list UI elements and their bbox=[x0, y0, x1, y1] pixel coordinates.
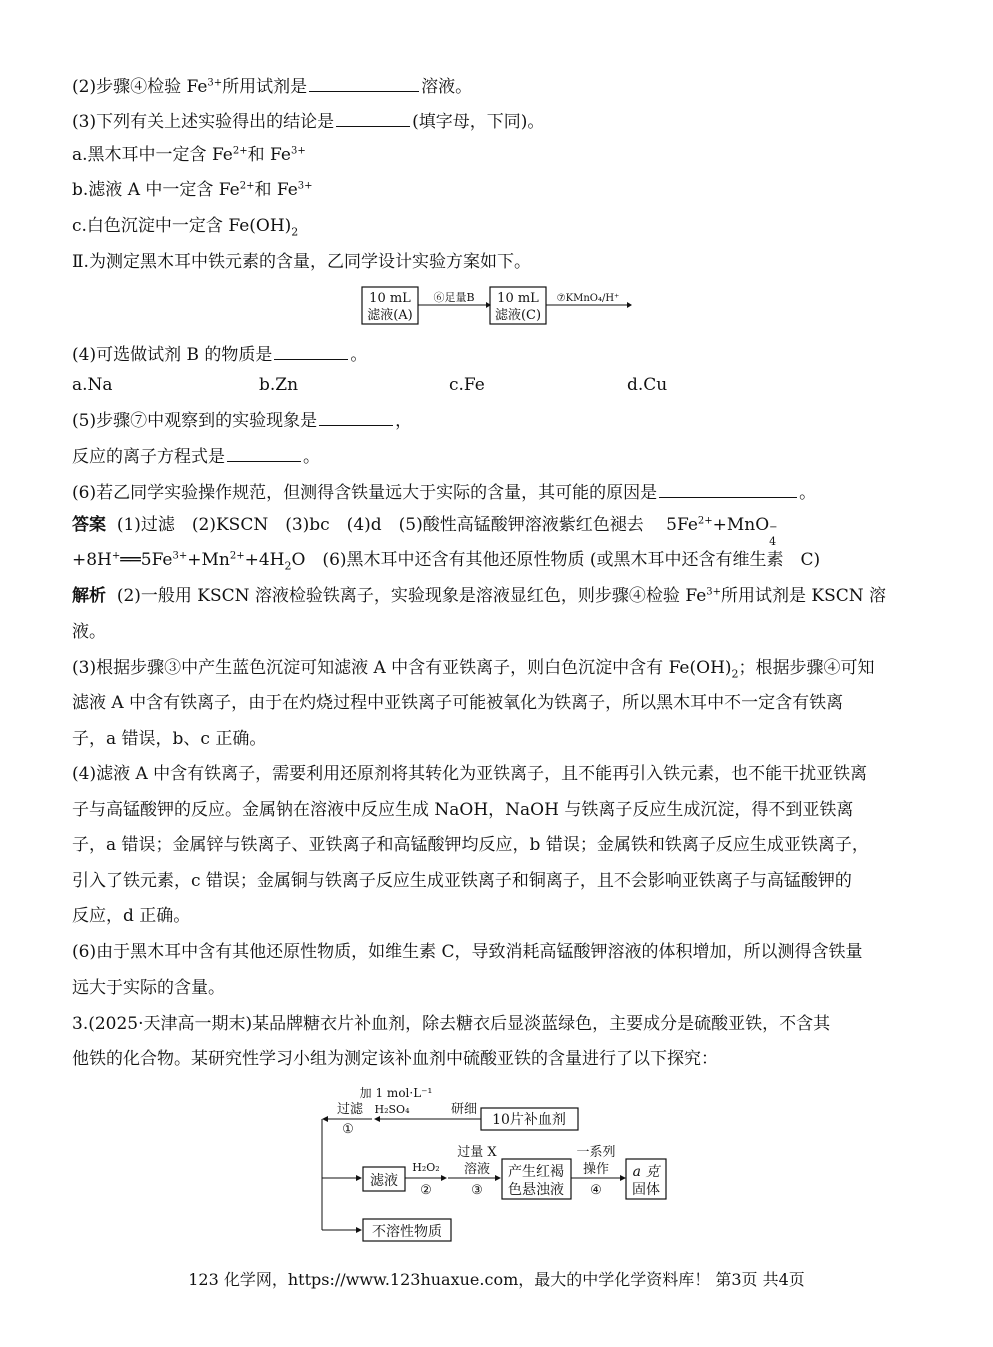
analysis-label: 解析 bbox=[72, 586, 106, 606]
box-solid-line1: a 克 bbox=[632, 1164, 660, 1180]
box-filtrate-a-line2: 滤液(A) bbox=[367, 308, 413, 323]
analysis-p1-line1: 解析 (2)一般用 KSCN 溶液检验铁离子，实验现象是溶液显红色，则步骤④检验 $Fe^{3+}$所用试剂是 KSCN 溶 bbox=[72, 586, 887, 606]
arrow-head bbox=[356, 1175, 362, 1181]
option-3c: c.白色沉淀中一定含 $Fe(OH)_2$ bbox=[72, 216, 299, 239]
answer-blank[interactable] bbox=[274, 341, 348, 360]
arrow-step6-label: ⑥足量B bbox=[433, 291, 475, 304]
flow-diagram-1 bbox=[355, 284, 645, 328]
box-insoluble-label: 不溶性物质 bbox=[372, 1224, 442, 1240]
operate-label: 操作 bbox=[582, 1162, 610, 1177]
analysis-p3-line5: 反应，d 正确。 bbox=[72, 906, 191, 926]
arrow-head bbox=[374, 1116, 380, 1122]
analysis-p3-line4: 引入了铁元素，c 错误；金属铜与铁离子反应生成亚铁离子和铜离子，且不会影响亚铁离子与高锰酸钾的 bbox=[72, 871, 852, 891]
arrow-head bbox=[322, 1116, 328, 1122]
analysis-p4-line1: (6)由于黑木耳中含有其他还原性物质，如维生素 C，导致消耗高锰酸钾溶液的体积增加，所以测得含铁量 bbox=[72, 942, 863, 962]
question-3: (3)下列有关上述实验得出的结论是 (填字母，下同)。 bbox=[72, 108, 544, 133]
question-5a: (5)步骤⑦中观察到的实验现象是 ， bbox=[72, 407, 412, 432]
analysis-p2-line2: 滤液 A 中含有铁离子，由于在灼烧过程中亚铁离子可能被氧化为铁离子，所以黑木耳中不一定含有铁离 bbox=[72, 693, 844, 713]
page-footer: 123 化学网，https://www.123huaxue.com，最大的中学化学资料库！ 第3页 共4页 bbox=[188, 1270, 805, 1289]
box-filtrate-a-line1: 10 mL bbox=[369, 291, 411, 306]
grind-label: 研细 bbox=[450, 1102, 478, 1117]
series-label: 一系列 bbox=[576, 1145, 616, 1160]
question-4: (4)可选做试剂 B 的物质是 。 bbox=[72, 341, 367, 366]
option-4c: c.Fe bbox=[449, 375, 485, 395]
analysis-p2-line1: (3)根据步骤③中产生蓝色沉淀可知滤液 A 中含有亚铁离子，则白色沉淀中含有 $Fe(OH)_2$；根据步骤④可知 bbox=[72, 658, 875, 681]
arrow-head bbox=[356, 1227, 362, 1233]
arrow-head bbox=[620, 1175, 626, 1181]
flow-diagram-2 bbox=[310, 1080, 680, 1250]
analysis-p2-line3: 子，a 错误，b、c 正确。 bbox=[72, 729, 267, 749]
analysis-p3-line2: 子与高锰酸钾的反应。金属钠在溶液中反应生成 NaOH，NaOH 与铁离子反应生成沉淀，得不到亚铁离 bbox=[72, 800, 854, 820]
box-suspension-line1: 产生红褐 bbox=[508, 1164, 564, 1180]
answer-line-2: $+8H^+══5Fe^{3+}+Mn^{2+}+4H_2O$ (6)黑木耳中还含有其他还原性物质 (或黑木耳中还含有维生素 C) bbox=[72, 550, 821, 573]
filter-label: 过滤 bbox=[336, 1102, 364, 1117]
step3-label: ③ bbox=[471, 1183, 483, 1198]
answer-blank[interactable] bbox=[309, 73, 419, 92]
option-4a: a.Na bbox=[72, 375, 113, 395]
analysis-p4-line2: 远大于实际的含量。 bbox=[72, 978, 225, 998]
box-solid-line2: 固体 bbox=[632, 1182, 660, 1198]
arrow-head bbox=[627, 302, 632, 308]
answer-blank[interactable] bbox=[659, 479, 797, 498]
box-tablets-label: 10片补血剂 bbox=[492, 1112, 566, 1128]
box-filtrate-c-line2: 滤液(C) bbox=[494, 308, 542, 323]
option-3a: a.黑木耳中一定含 $Fe^{2+}$和 $Fe^{3+}$ bbox=[72, 145, 306, 165]
question-3-main-line2: 他铁的化合物。某研究性学习小组为测定该补血剂中硫酸亚铁的含量进行了以下探究： bbox=[72, 1049, 718, 1069]
answer-blank[interactable] bbox=[227, 443, 301, 462]
options-4 bbox=[72, 374, 872, 396]
question-2: (2)步骤④检验 $Fe^{3+}$所用试剂是 溶液。 bbox=[72, 73, 472, 98]
analysis-p1-line2: 液。 bbox=[72, 622, 106, 642]
question-5b: 反应的离子方程式是 。 bbox=[72, 443, 320, 468]
step4-label: ④ bbox=[590, 1183, 602, 1198]
excess-x-label: 过量 X bbox=[457, 1145, 497, 1160]
analysis-p3-line3: 子，a 错误；金属锌与铁离子、亚铁离子和高锰酸钾均反应，b 错误；金属铁和铁离子反应生成亚铁离子， bbox=[72, 835, 869, 855]
option-4b: b.Zn bbox=[259, 375, 299, 395]
step1-label: ① bbox=[342, 1122, 354, 1137]
answer-label: 答案 bbox=[72, 515, 106, 535]
arrow-step7-label: ⑦KMnO₄/H⁺ bbox=[556, 293, 620, 304]
arrow-head bbox=[495, 1175, 501, 1181]
add-acid-label: 加 1 mol·L⁻¹ bbox=[359, 1086, 433, 1100]
box-filtrate-label: 滤液 bbox=[370, 1173, 398, 1189]
solution-label: 溶液 bbox=[463, 1162, 491, 1177]
answer-blank[interactable] bbox=[319, 407, 393, 426]
step2-label: ② bbox=[420, 1183, 432, 1198]
part-2-heading: Ⅱ.为测定黑木耳中铁元素的含量，乙同学设计实验方案如下。 bbox=[72, 252, 531, 272]
box-filtrate-c-line1: 10 mL bbox=[497, 291, 539, 306]
arrow-head bbox=[441, 1175, 447, 1181]
h2so4-label: H₂SO₄ bbox=[374, 1103, 410, 1116]
option-3b: b.滤液 A 中一定含 $Fe^{2+}$和 $Fe^{3+}$ bbox=[72, 180, 313, 200]
box-suspension-line2: 色悬浊液 bbox=[508, 1182, 564, 1198]
answer-line-1: 答案 (1)过滤 (2)KSCN (3)bc (4)d (5)酸性高锰酸钾溶液紫红色褪去 $5Fe^{2+}+MnO$ − 4 bbox=[72, 515, 778, 548]
analysis-p3-line1: (4)滤液 A 中含有铁离子，需要利用还原剂将其转化为亚铁离子，且不能再引入铁元素，也不能干扰亚铁离 bbox=[72, 764, 868, 784]
answer-blank[interactable] bbox=[336, 108, 410, 127]
question-6: (6)若乙同学实验操作规范，但测得含铁量远大于实际的含量，其可能的原因是 。 bbox=[72, 479, 816, 504]
option-4d: d.Cu bbox=[627, 375, 668, 395]
question-3-main-line1: 3.(2025·天津高一期末)某品牌糖衣片补血剂，除去糖衣后显淡蓝绿色，主要成分是硫酸亚铁，不含其 bbox=[72, 1014, 831, 1034]
h2o2-label: H₂O₂ bbox=[412, 1161, 440, 1174]
